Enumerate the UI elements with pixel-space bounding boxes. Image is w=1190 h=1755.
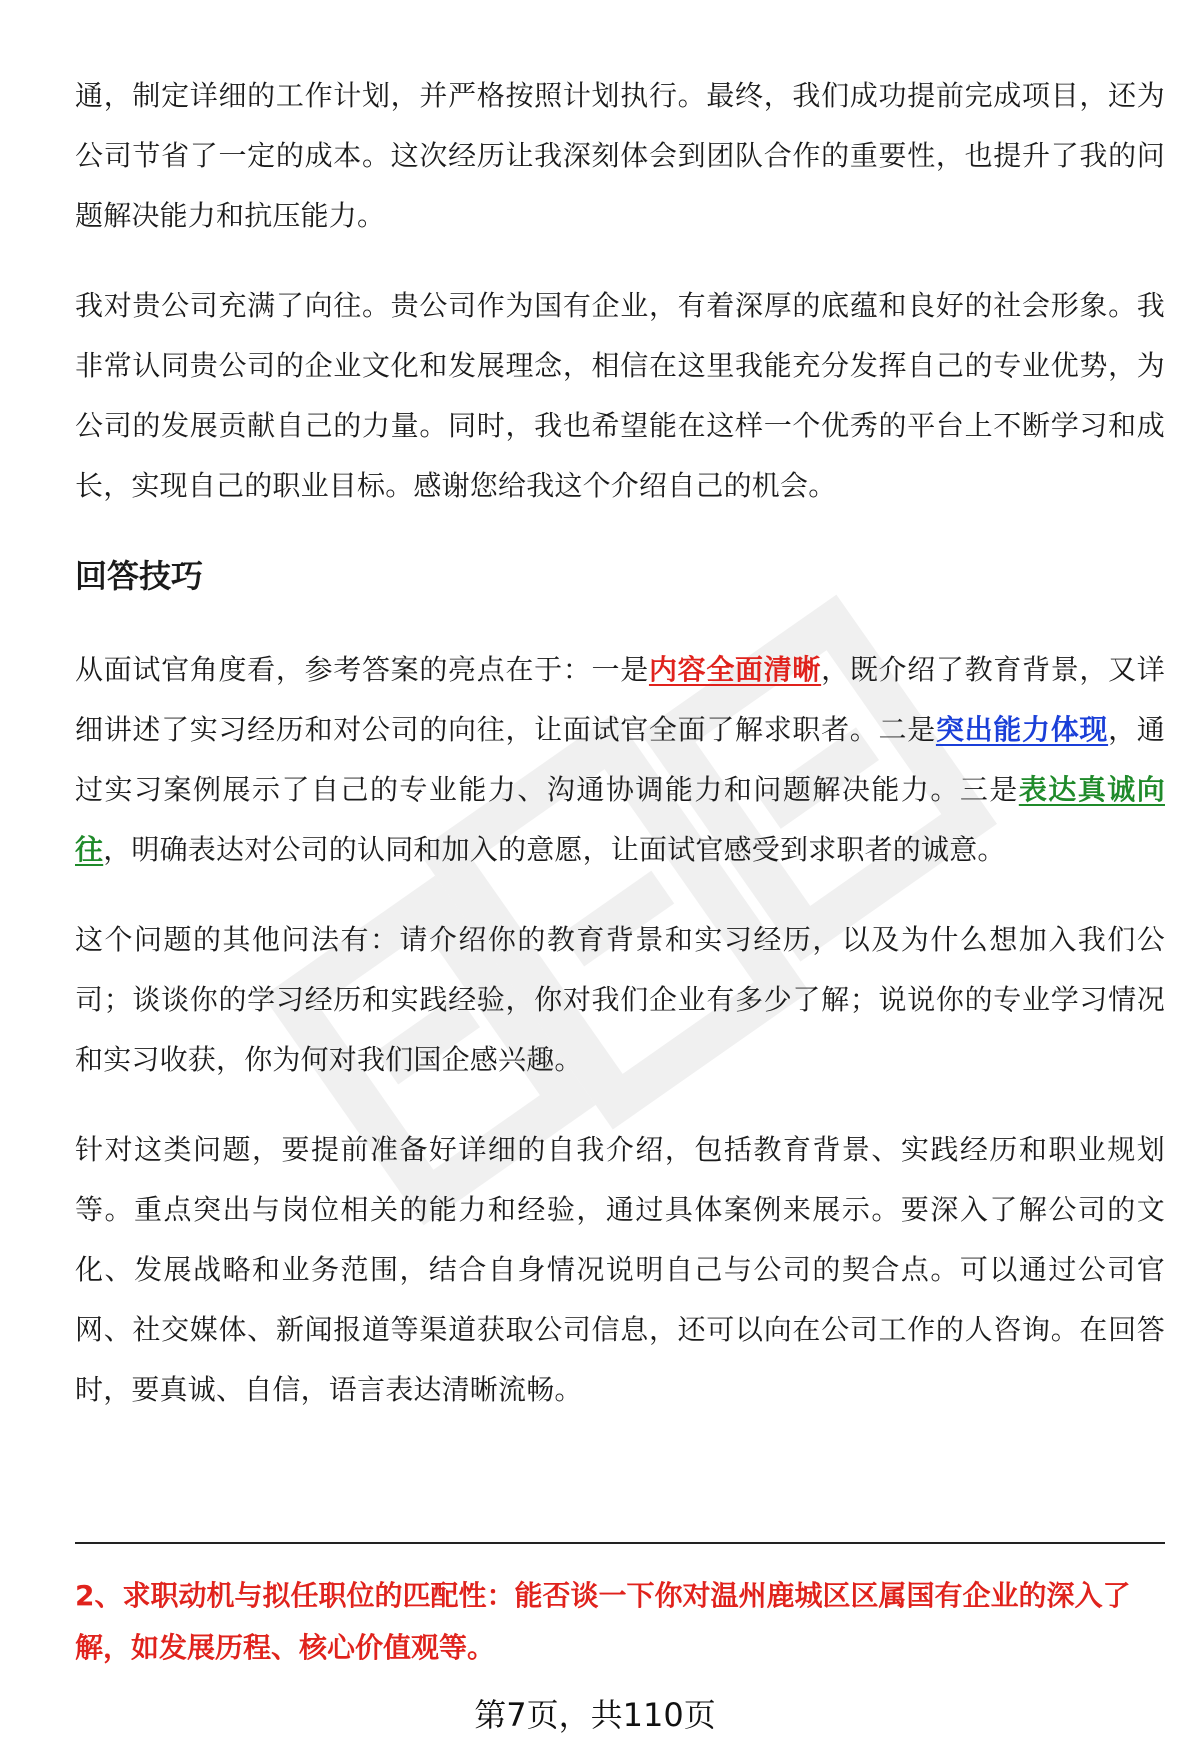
page-number-footer: 第7页，共110页 bbox=[474, 1696, 716, 1734]
text-segment: ，既介绍了教育背景，又详细讲述了实习经历和对公司的向往，让面试官全面了解求职者。二是 bbox=[75, 653, 1165, 746]
main-content bbox=[75, 66, 1165, 1450]
paragraph-alternative-questions: 这个问题的其他问法有：请介绍你的教育背景和实习经历，以及为什么想加入我们公司；谈谈你的学习经历和实践经验，你对我们企业有多少了解；说说你的专业学习情况和实习收获，你为何对我们国企感兴趣。 bbox=[75, 923, 1165, 1076]
highlight-ability: 突出能力体现 bbox=[935, 713, 1109, 746]
highlight-content-clear: 内容全面清晰 bbox=[648, 653, 822, 686]
section-divider bbox=[75, 1542, 1165, 1544]
highlight-sincerity: 表达真诚向往 bbox=[75, 773, 1165, 866]
paragraph-internship-result: 通，制定详细的工作计划，并严格按照计划执行。最终，我们成功提前完成项目，还为公司节省了一定的成本。这次经历让我深刻体会到团队合作的重要性，也提升了我的问题解决能力和抗压能力。 bbox=[75, 79, 1165, 232]
paragraph-interviewer-view bbox=[75, 640, 1165, 880]
text-segment: ，明确表达对公司的认同和加入的意愿，让面试官感受到求职者的诚意。 bbox=[103, 833, 1006, 866]
next-question-title: 2、求职动机与拟任职位的匹配性：能否谈一下你对温州鹿城区区属国有企业的深入了解，如发展历程、核心价值观等。 bbox=[75, 1579, 1131, 1664]
text-segment: ，通过实习案例展示了自己的专业能力、沟通协调能力和问题解决能力。三是 bbox=[75, 713, 1165, 806]
paragraph-preparation-advice: 针对这类问题，要提前准备好详细的自我介绍，包括教育背景、实践经历和职业规划等。重点突出与岗位相关的能力和经验，通过具体案例来展示。要深入了解公司的文化、发展战略和业务范围，结合自身情况说明自己与公司的契合点。可以通过公司官网、社交媒体、新闻报道等渠道获取公司信息，还可以向在公司工作的人咨询。在回答时，要真诚、自信，语言表达清晰流畅。 bbox=[75, 1133, 1165, 1406]
section-heading-answer-tips: 回答技巧 bbox=[75, 557, 204, 595]
paragraph-company-aspiration: 我对贵公司充满了向往。贵公司作为国有企业，有着深厚的底蕴和良好的社会形象。我非常认同贵公司的企业文化和发展理念，相信在这里我能充分发挥自己的专业优势，为公司的发展贡献自己的力量。同时，我也希望能在这样一个优秀的平台上不断学习和成长，实现自己的职业目标。感谢您给我这个介绍自己的机会。 bbox=[75, 289, 1165, 502]
text-segment: 从面试官角度看，参考答案的亮点在于：一是 bbox=[75, 653, 649, 686]
